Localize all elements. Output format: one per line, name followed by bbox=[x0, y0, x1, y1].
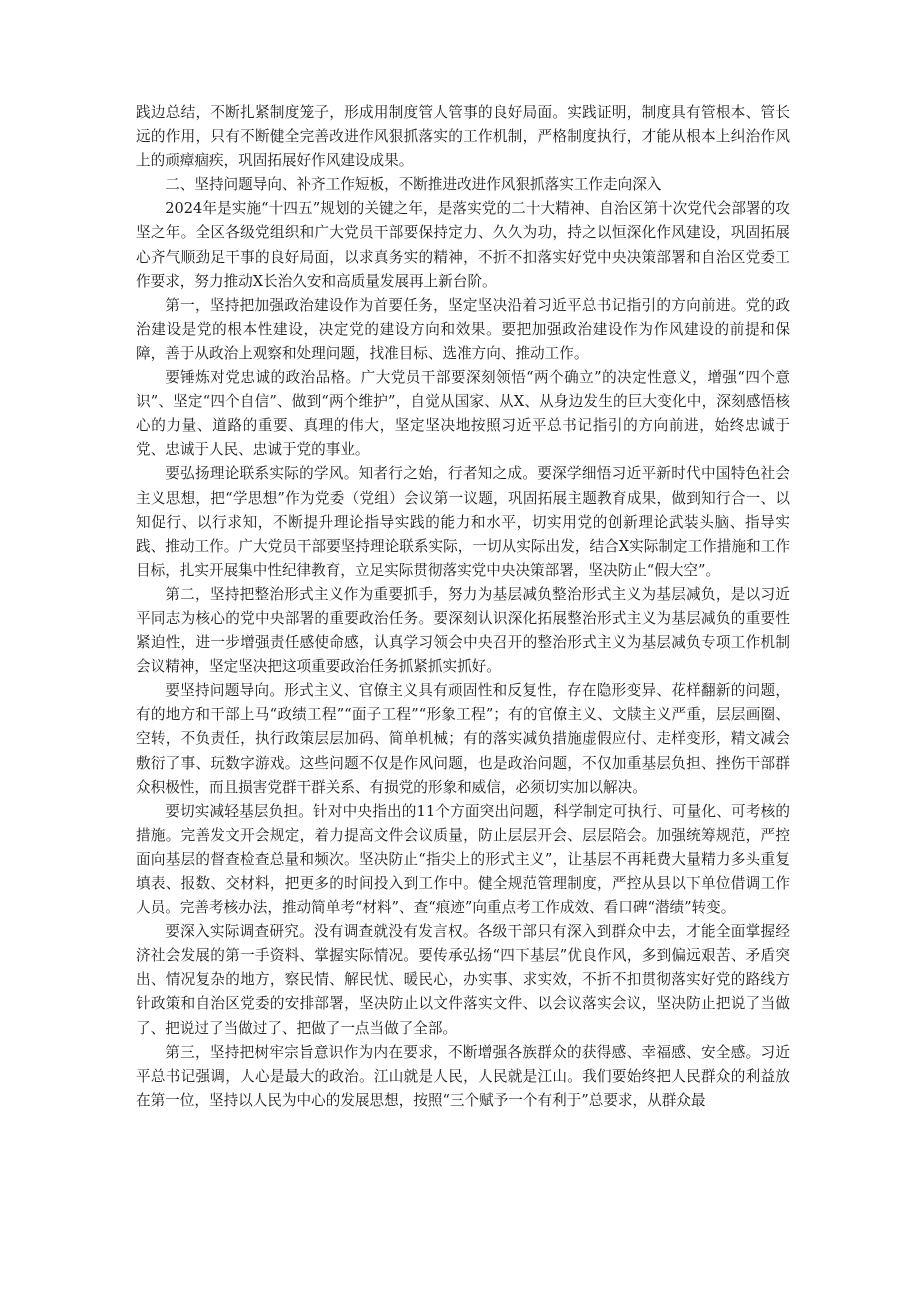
paragraph: 要坚持问题导向。形式主义、官僚主义具有顽固性和反复性，存在隐形变异、花样翻新的问题，有的地方和干部上马“政绩工程”“面子工程”“形象工程”；有的官僚主义、文牍主义严重，层层画圈、空转，不负责任，执行政策层层加码、简单机械；有的落实减负措施虚假应付、走样变形，精文减会敷衍了事、玩数字游戏。这些问题不仅是作风问题，也是政治问题，不仅加重基层负担、挫伤干部群众积极性，而且损害党群干群关系、有损党的形象和威信，必须切实加以解决。 bbox=[136, 682, 790, 796]
paragraph: 2024年是实施“十四五”规划的关键之年，是落实党的二十大精神、自治区第十次党代会部署的攻坚之年。全区各级党组织和广大党员干部要保持定力、久久为功，持之以恒深化作风建设，巩固拓展心齐气顺劲足干事的良好局面，以求真务实的精神，不折不扣落实好党中央决策部署和自治区党委工作要求，努力推动X长治久安和高质量发展再上新台阶。 bbox=[136, 200, 790, 290]
section-heading: 二、坚持问题导向、补齐工作短板，不断推进改进作风狠抓落实工作走向深入 bbox=[165, 176, 662, 194]
paragraph: 要切实减轻基层负担。针对中央指出的11个方面突出问题，科学制定可执行、可量化、可考核的措施。完善发文开会规定，着力提高文件会议质量，防止层层开会、层层陪会。加强统筹规范，严控面向基层的督查检查总量和频次。坚决防止“指尖上的形式主义”，让基层不再耗费大量精力多头重复填表、报数、交材料，把更多的时间投入到工作中。健全规范管理制度，严控从县以下单位借调工作人员。完善考核办法，推动简单考“材料”、查“痕迹”向重点考工作成效、看口碑“潜绩”转变。 bbox=[136, 802, 790, 917]
paragraph: 要锤炼对党忠诚的政治品格。广大党员干部要深刻领悟“两个确立”的决定性意义，增强“四个意识”、坚定“四个自信”、做到“两个维护”，自觉从国家、从X、从身边发生的巨大变化中，深刻感悟核心的力量、道路的重要、真理的伟大，坚定坚决地按照习近平总书记指引的方向前进，始终忠诚于党、忠诚于人民、忠诚于党的事业。 bbox=[136, 369, 790, 459]
paragraph-continued: 践边总结，不断扎紧制度笼子，形成用制度管人管事的良好局面。实践证明，制度具有管根本、管长远的作用，只有不断健全完善改进作风狠抓落实的工作机制，严格制度执行，才能从根本上纠治作风上的顽瘴痼疾，巩固拓展好作风建设成果。 bbox=[136, 104, 790, 170]
paragraph: 第二，坚持把整治形式主义作为重要抓手，努力为基层减负整治形式主义为基层减负，是以习近平同志为核心的党中央部署的重要政治任务。要深刻认识深化拓展整治形式主义为基层减负的重要性紧迫性，进一步增强责任感使命感，认真学习领会中央召开的整治形式主义为基层减负专项工作机制会议精神，坚定坚决把这项重要政治任务抓紧抓实抓好。 bbox=[136, 585, 790, 676]
document-body bbox=[136, 101, 790, 1113]
paragraph: 要弘扬理论联系实际的学风。知者行之始，行者知之成。要深学细悟习近平新时代中国特色社会主义思想，把“学思想”作为党委（党组）会议第一议题，巩固拓展主题教育成果，做到知行合一、以知促行、以行求知，不断提升理论指导实践的能力和水平，切实用党的创新理论武装头脑、指导实践、推动工作。广大党员干部要坚持理论联系实际，一切从实际出发，结合X实际制定工作措施和工作目标，扎实开展集中性纪律教育，立足实际贯彻落实党中央决策部署，坚决防止“假大空”。 bbox=[136, 465, 790, 579]
paragraph: 要深入实际调查研究。没有调查就没有发言权。各级干部只有深入到群众中去，才能全面掌握经济社会发展的第一手资料、掌握实际情况。要传承弘扬“四下基层”优良作风，多到偏远艰苦、矛盾突出、情况复杂的地方，察民情、解民忧、暖民心，办实事、求实效，不折不扣贯彻落实好党的路线方针政策和自治区党委的安排部署，坚决防止以文件落实文件、以会议落实会议，坚决防止把说了当做了、把说过了当做过了、把做了一点当做了全部。 bbox=[136, 923, 790, 1037]
paragraph: 第三，坚持把树牢宗旨意识作为内在要求，不断增强各族群众的获得感、幸福感、安全感。习近平总书记强调，人心是最大的政治。江山就是人民，人民就是江山。我们要始终把人民群众的利益放在第一位，坚持以人民为中心的发展思想，按照“三个赋予一个有利于”总要求，从群众最 bbox=[136, 1043, 790, 1109]
paragraph: 第一，坚持把加强政治建设作为首要任务，坚定坚决沿着习近平总书记指引的方向前进。党的政治建设是党的根本性建设，决定党的建设方向和效果。要把加强政治建设作为作风建设的前提和保障，善于从政治上观察和处理问题，找准目标、选准方向、推动工作。 bbox=[136, 296, 790, 362]
